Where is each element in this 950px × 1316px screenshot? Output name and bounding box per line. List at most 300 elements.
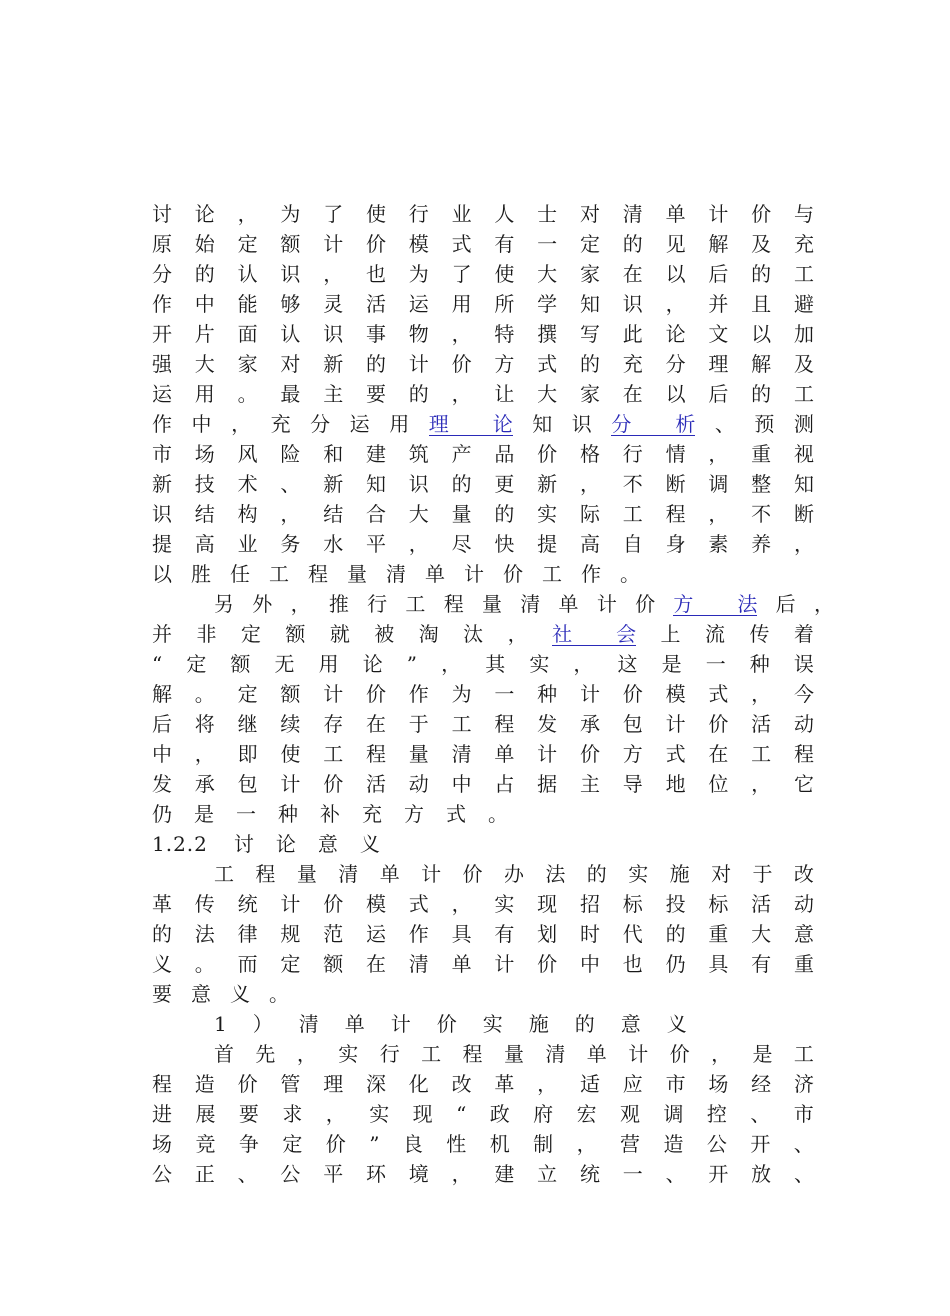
- char: 中: [579, 952, 600, 976]
- char: 清: [298, 1012, 319, 1036]
- section-number: 1.2.2: [152, 832, 208, 856]
- char: 程: [365, 742, 386, 766]
- char: 建: [494, 1162, 515, 1186]
- char: 用: [194, 382, 215, 406]
- char: 整: [751, 472, 772, 496]
- char: 。: [237, 382, 258, 406]
- char: 中: [194, 292, 215, 316]
- char: 定: [237, 232, 258, 256]
- char: 额: [280, 682, 301, 706]
- char: 讨: [152, 202, 172, 226]
- char: 充: [362, 802, 382, 826]
- char: 知: [365, 472, 386, 496]
- char: 、: [237, 1162, 258, 1186]
- char: 存: [323, 712, 344, 736]
- char: 用: [389, 412, 410, 436]
- char: 活: [751, 712, 772, 736]
- char: 胜: [191, 562, 211, 586]
- text-line: [152, 1099, 814, 1129]
- char: 标: [622, 892, 643, 916]
- char: 主: [323, 382, 344, 406]
- char: 单: [425, 562, 445, 586]
- text-line: [152, 859, 814, 889]
- text-line: [152, 319, 814, 349]
- text-line: [152, 1039, 814, 1069]
- char: 断: [665, 472, 686, 496]
- char: 清: [520, 592, 541, 616]
- char: 解: [708, 232, 729, 256]
- char: 方: [622, 742, 643, 766]
- char: ，: [576, 1132, 597, 1156]
- text-line: [152, 349, 814, 379]
- char: 意: [620, 1012, 641, 1036]
- char: 在: [622, 382, 643, 406]
- char: 后: [708, 382, 729, 406]
- char: 程: [255, 862, 276, 886]
- text-line: [152, 769, 814, 799]
- link-theory[interactable]: [429, 413, 513, 436]
- char: 推: [328, 592, 349, 616]
- char: 并: [152, 622, 172, 646]
- text-line: [152, 739, 814, 769]
- char: 自: [622, 532, 643, 556]
- char: 合: [365, 502, 386, 526]
- char: 求: [282, 1102, 303, 1126]
- char: 、: [793, 1162, 814, 1186]
- char: 原: [152, 232, 172, 256]
- char: 据: [537, 772, 558, 796]
- char: 中: [451, 772, 472, 796]
- char: ，: [451, 892, 472, 916]
- char: 后: [708, 262, 729, 286]
- char: 程: [665, 502, 686, 526]
- char: 行: [408, 202, 429, 226]
- char: ，: [751, 682, 772, 706]
- char: 办: [503, 862, 524, 886]
- char: 其: [485, 652, 506, 676]
- char: 定: [240, 622, 261, 646]
- char: 是: [194, 802, 214, 826]
- char: 避: [793, 292, 814, 316]
- char: 的: [751, 382, 772, 406]
- text-line: [152, 919, 814, 949]
- char: 单: [494, 742, 515, 766]
- char: 计: [408, 352, 429, 376]
- char: 用: [318, 652, 339, 676]
- char: 式: [408, 892, 429, 916]
- char: 进: [152, 1102, 172, 1126]
- char: 、: [665, 1162, 686, 1186]
- char: 运: [349, 412, 370, 436]
- char: 养: [751, 532, 772, 556]
- char: 开: [152, 322, 172, 346]
- char: 预: [754, 412, 775, 436]
- char: 包: [237, 772, 258, 796]
- char: 大: [194, 352, 215, 376]
- char: 的: [152, 922, 172, 946]
- char: 对: [579, 202, 600, 226]
- char: 计: [628, 1042, 649, 1066]
- char: 式: [708, 682, 729, 706]
- char: ，: [231, 412, 252, 436]
- char: 外: [252, 592, 273, 616]
- char: 运: [408, 292, 429, 316]
- char: 认: [280, 322, 301, 346]
- char: 活: [751, 892, 772, 916]
- char: 量: [481, 592, 502, 616]
- text-line: [152, 529, 814, 559]
- char: 工: [405, 592, 426, 616]
- char: 公: [280, 1162, 301, 1186]
- char: 定: [280, 952, 301, 976]
- char: 一: [236, 802, 256, 826]
- char: 传: [194, 892, 215, 916]
- char: 要: [152, 982, 172, 1006]
- char: 的: [579, 352, 600, 376]
- char: 运: [152, 382, 172, 406]
- char: 以: [665, 262, 686, 286]
- char: 价: [325, 1132, 346, 1156]
- char: 单: [665, 202, 686, 226]
- char: 标: [708, 892, 729, 916]
- char: 的: [751, 262, 772, 286]
- char: 活: [365, 772, 386, 796]
- link-society[interactable]: [552, 623, 636, 646]
- char: “: [456, 1102, 467, 1126]
- char: ，: [537, 1072, 558, 1096]
- char: 的: [408, 382, 429, 406]
- char: 工: [793, 262, 814, 286]
- char: 物: [408, 322, 429, 346]
- char: 士: [537, 202, 558, 226]
- char: ”: [369, 1132, 380, 1156]
- char: 于: [408, 712, 429, 736]
- char: 投: [665, 892, 686, 916]
- char: 为: [280, 202, 301, 226]
- char: 境: [408, 1162, 429, 1186]
- text-line: [152, 259, 814, 289]
- char: 承: [579, 712, 600, 736]
- char: 识: [323, 322, 344, 346]
- char: 识: [408, 472, 429, 496]
- char: 的: [665, 922, 686, 946]
- char: 模: [408, 232, 429, 256]
- char: 法: [194, 922, 215, 946]
- char: 在: [365, 712, 386, 736]
- char: 行: [367, 592, 388, 616]
- char: ）: [252, 1012, 273, 1036]
- char: 中: [152, 742, 172, 766]
- char: 方: [404, 802, 424, 826]
- char: 具: [708, 952, 729, 976]
- char: 而: [237, 952, 258, 976]
- char: 上: [660, 622, 681, 646]
- char: 文: [708, 322, 729, 346]
- char: 府: [533, 1102, 554, 1126]
- char: 也: [365, 262, 386, 286]
- char: 将: [194, 712, 215, 736]
- char: 观: [620, 1102, 641, 1126]
- char: 以: [665, 382, 686, 406]
- char: 用: [451, 292, 472, 316]
- char: 具: [451, 922, 472, 946]
- char: 新: [152, 472, 172, 496]
- char: 开: [708, 1162, 729, 1186]
- char: ，: [290, 592, 311, 616]
- char: 代: [622, 922, 643, 946]
- char: 市: [665, 1072, 686, 1096]
- char: 放: [751, 1162, 772, 1186]
- char: 单: [451, 952, 472, 976]
- char: 程: [152, 1072, 172, 1096]
- char: 政: [489, 1102, 510, 1126]
- text-line-with-link: [152, 619, 814, 649]
- char: 招: [579, 892, 600, 916]
- char: ，: [711, 1042, 732, 1066]
- char: 识: [622, 292, 643, 316]
- char: 论: [362, 652, 383, 676]
- char: ，: [751, 772, 772, 796]
- char: 计: [323, 682, 344, 706]
- char: 有: [751, 952, 772, 976]
- char: 构: [237, 502, 258, 526]
- char: 活: [365, 292, 386, 316]
- char: 济: [793, 1072, 814, 1096]
- char: ，: [280, 502, 301, 526]
- char: 强: [152, 352, 172, 376]
- char: ，: [793, 532, 814, 556]
- char: 情: [665, 442, 686, 466]
- char: 义: [666, 1012, 687, 1036]
- char: ，: [708, 442, 729, 466]
- char: 管: [280, 1072, 301, 1096]
- char: 计: [665, 712, 686, 736]
- char: 应: [622, 1072, 643, 1096]
- char: 价: [537, 952, 558, 976]
- link-analysis[interactable]: [611, 413, 695, 436]
- char: 。: [620, 562, 640, 586]
- text-line: [152, 1159, 814, 1189]
- char: 建: [365, 442, 386, 466]
- char: 分: [665, 352, 686, 376]
- char: 价: [451, 352, 472, 376]
- char: 人: [494, 202, 515, 226]
- char: 补: [320, 802, 340, 826]
- char: 不: [751, 502, 772, 526]
- char: 见: [665, 232, 686, 256]
- char: 作: [152, 412, 172, 436]
- char: 量: [408, 742, 429, 766]
- char: 作: [408, 682, 429, 706]
- char: 工: [793, 1042, 814, 1066]
- char: 在: [708, 742, 729, 766]
- char: 发: [537, 712, 558, 736]
- char: 论: [665, 322, 686, 346]
- char: 价: [365, 682, 386, 706]
- char: 单: [586, 1042, 607, 1066]
- char: 程: [494, 712, 515, 736]
- char: 以: [751, 322, 772, 346]
- char: 公: [152, 1162, 172, 1186]
- char: 造: [194, 1072, 215, 1096]
- text-line: [152, 289, 814, 319]
- char: 清: [408, 952, 429, 976]
- char: ，: [579, 472, 600, 496]
- char: 此: [622, 322, 643, 346]
- char: 格: [579, 442, 600, 466]
- char: 调: [663, 1102, 684, 1126]
- char: 视: [793, 442, 814, 466]
- char: 知: [532, 412, 553, 436]
- char: 义: [230, 982, 250, 1006]
- char: 程: [462, 1042, 483, 1066]
- char: 价: [436, 1012, 457, 1036]
- char: 统: [237, 892, 258, 916]
- char: 行: [622, 442, 643, 466]
- char: 革: [494, 1072, 515, 1096]
- char: 风: [237, 442, 258, 466]
- char: 式: [665, 742, 686, 766]
- char: 调: [708, 472, 729, 496]
- char: 化: [408, 1072, 429, 1096]
- char: 及: [751, 232, 772, 256]
- char: ，: [507, 622, 528, 646]
- char: 主: [579, 772, 600, 796]
- char: 理: [428, 411, 449, 436]
- char: 展: [195, 1102, 216, 1126]
- char: 为: [408, 262, 429, 286]
- char: 价: [365, 232, 386, 256]
- char: 仍: [665, 952, 686, 976]
- document-body: [152, 199, 834, 1189]
- char: 理: [708, 352, 729, 376]
- char: 大: [537, 262, 558, 286]
- text-line: [152, 709, 814, 739]
- char: 以: [152, 562, 172, 586]
- char: 大: [751, 922, 772, 946]
- char: 讨: [233, 832, 254, 856]
- char: 工: [323, 742, 344, 766]
- char: ，: [451, 382, 472, 406]
- char: 断: [793, 502, 814, 526]
- char: 着: [793, 622, 814, 646]
- char: 论: [194, 202, 215, 226]
- char: 及: [793, 352, 814, 376]
- char: 计: [708, 202, 729, 226]
- char: 一: [537, 232, 558, 256]
- char: 价: [323, 772, 344, 796]
- char: 施: [669, 862, 690, 886]
- char: 尽: [451, 532, 472, 556]
- char: 市: [152, 442, 172, 466]
- char: 一: [705, 652, 726, 676]
- char: 、: [714, 412, 735, 436]
- char: 特: [494, 322, 515, 346]
- char: 场: [194, 442, 215, 466]
- text-line: [152, 439, 814, 469]
- char: 承: [194, 772, 215, 796]
- char: 高: [194, 532, 215, 556]
- char: 时: [579, 922, 600, 946]
- char: 价: [579, 742, 600, 766]
- char: 无: [274, 652, 295, 676]
- char: 单: [379, 862, 400, 886]
- char: 施: [528, 1012, 549, 1036]
- char: 就: [329, 622, 350, 646]
- char: 工: [421, 1042, 442, 1066]
- char: 环: [365, 1162, 386, 1186]
- char: 更: [494, 472, 515, 496]
- char: 额: [280, 232, 301, 256]
- char: 这: [617, 652, 638, 676]
- char: 工: [542, 562, 562, 586]
- char: 的: [194, 262, 215, 286]
- char: 大: [408, 502, 429, 526]
- char: ，: [573, 652, 594, 676]
- char: 运: [365, 922, 386, 946]
- char: 与: [793, 202, 814, 226]
- char: 改: [793, 862, 814, 886]
- char: 式: [537, 352, 558, 376]
- char: 清: [451, 742, 472, 766]
- char: 、: [280, 472, 301, 496]
- char: 计: [421, 862, 442, 886]
- char: 充: [270, 412, 291, 436]
- char: 技: [194, 472, 215, 496]
- char: 是: [752, 1042, 773, 1066]
- char: 义: [359, 832, 380, 856]
- char: 性: [446, 1132, 467, 1156]
- char: 重: [751, 442, 772, 466]
- char: 业: [451, 202, 472, 226]
- char: 仍: [152, 802, 172, 826]
- char: 实: [537, 502, 558, 526]
- char: 清: [338, 862, 359, 886]
- char: 一: [494, 682, 515, 706]
- char: 法: [737, 591, 758, 616]
- char: 、: [793, 1132, 814, 1156]
- char: 另: [214, 592, 234, 616]
- char: 额: [230, 652, 251, 676]
- char: 识: [571, 412, 592, 436]
- char: 后: [775, 592, 796, 616]
- text-line-with-link: [152, 589, 834, 619]
- char: 单: [558, 592, 579, 616]
- char: 它: [793, 772, 814, 796]
- char: 正: [194, 1162, 215, 1186]
- char: 义: [152, 952, 172, 976]
- char: 式: [451, 232, 472, 256]
- char: 高: [579, 532, 600, 556]
- char: 。: [269, 982, 289, 1006]
- char: 使: [280, 742, 301, 766]
- char: 量: [296, 862, 317, 886]
- char: 为: [451, 682, 472, 706]
- char: 计: [579, 682, 600, 706]
- text-line: [152, 1069, 814, 1099]
- char: 意: [793, 922, 814, 946]
- char: 量: [451, 502, 472, 526]
- char: ”: [406, 652, 418, 676]
- link-method[interactable]: [673, 593, 757, 616]
- char: 程: [443, 592, 464, 616]
- char: 继: [237, 712, 258, 736]
- text-line: [152, 499, 814, 529]
- char: 机: [489, 1132, 510, 1156]
- char: 家: [579, 382, 600, 406]
- char: 定: [579, 232, 600, 256]
- char: 程: [793, 742, 814, 766]
